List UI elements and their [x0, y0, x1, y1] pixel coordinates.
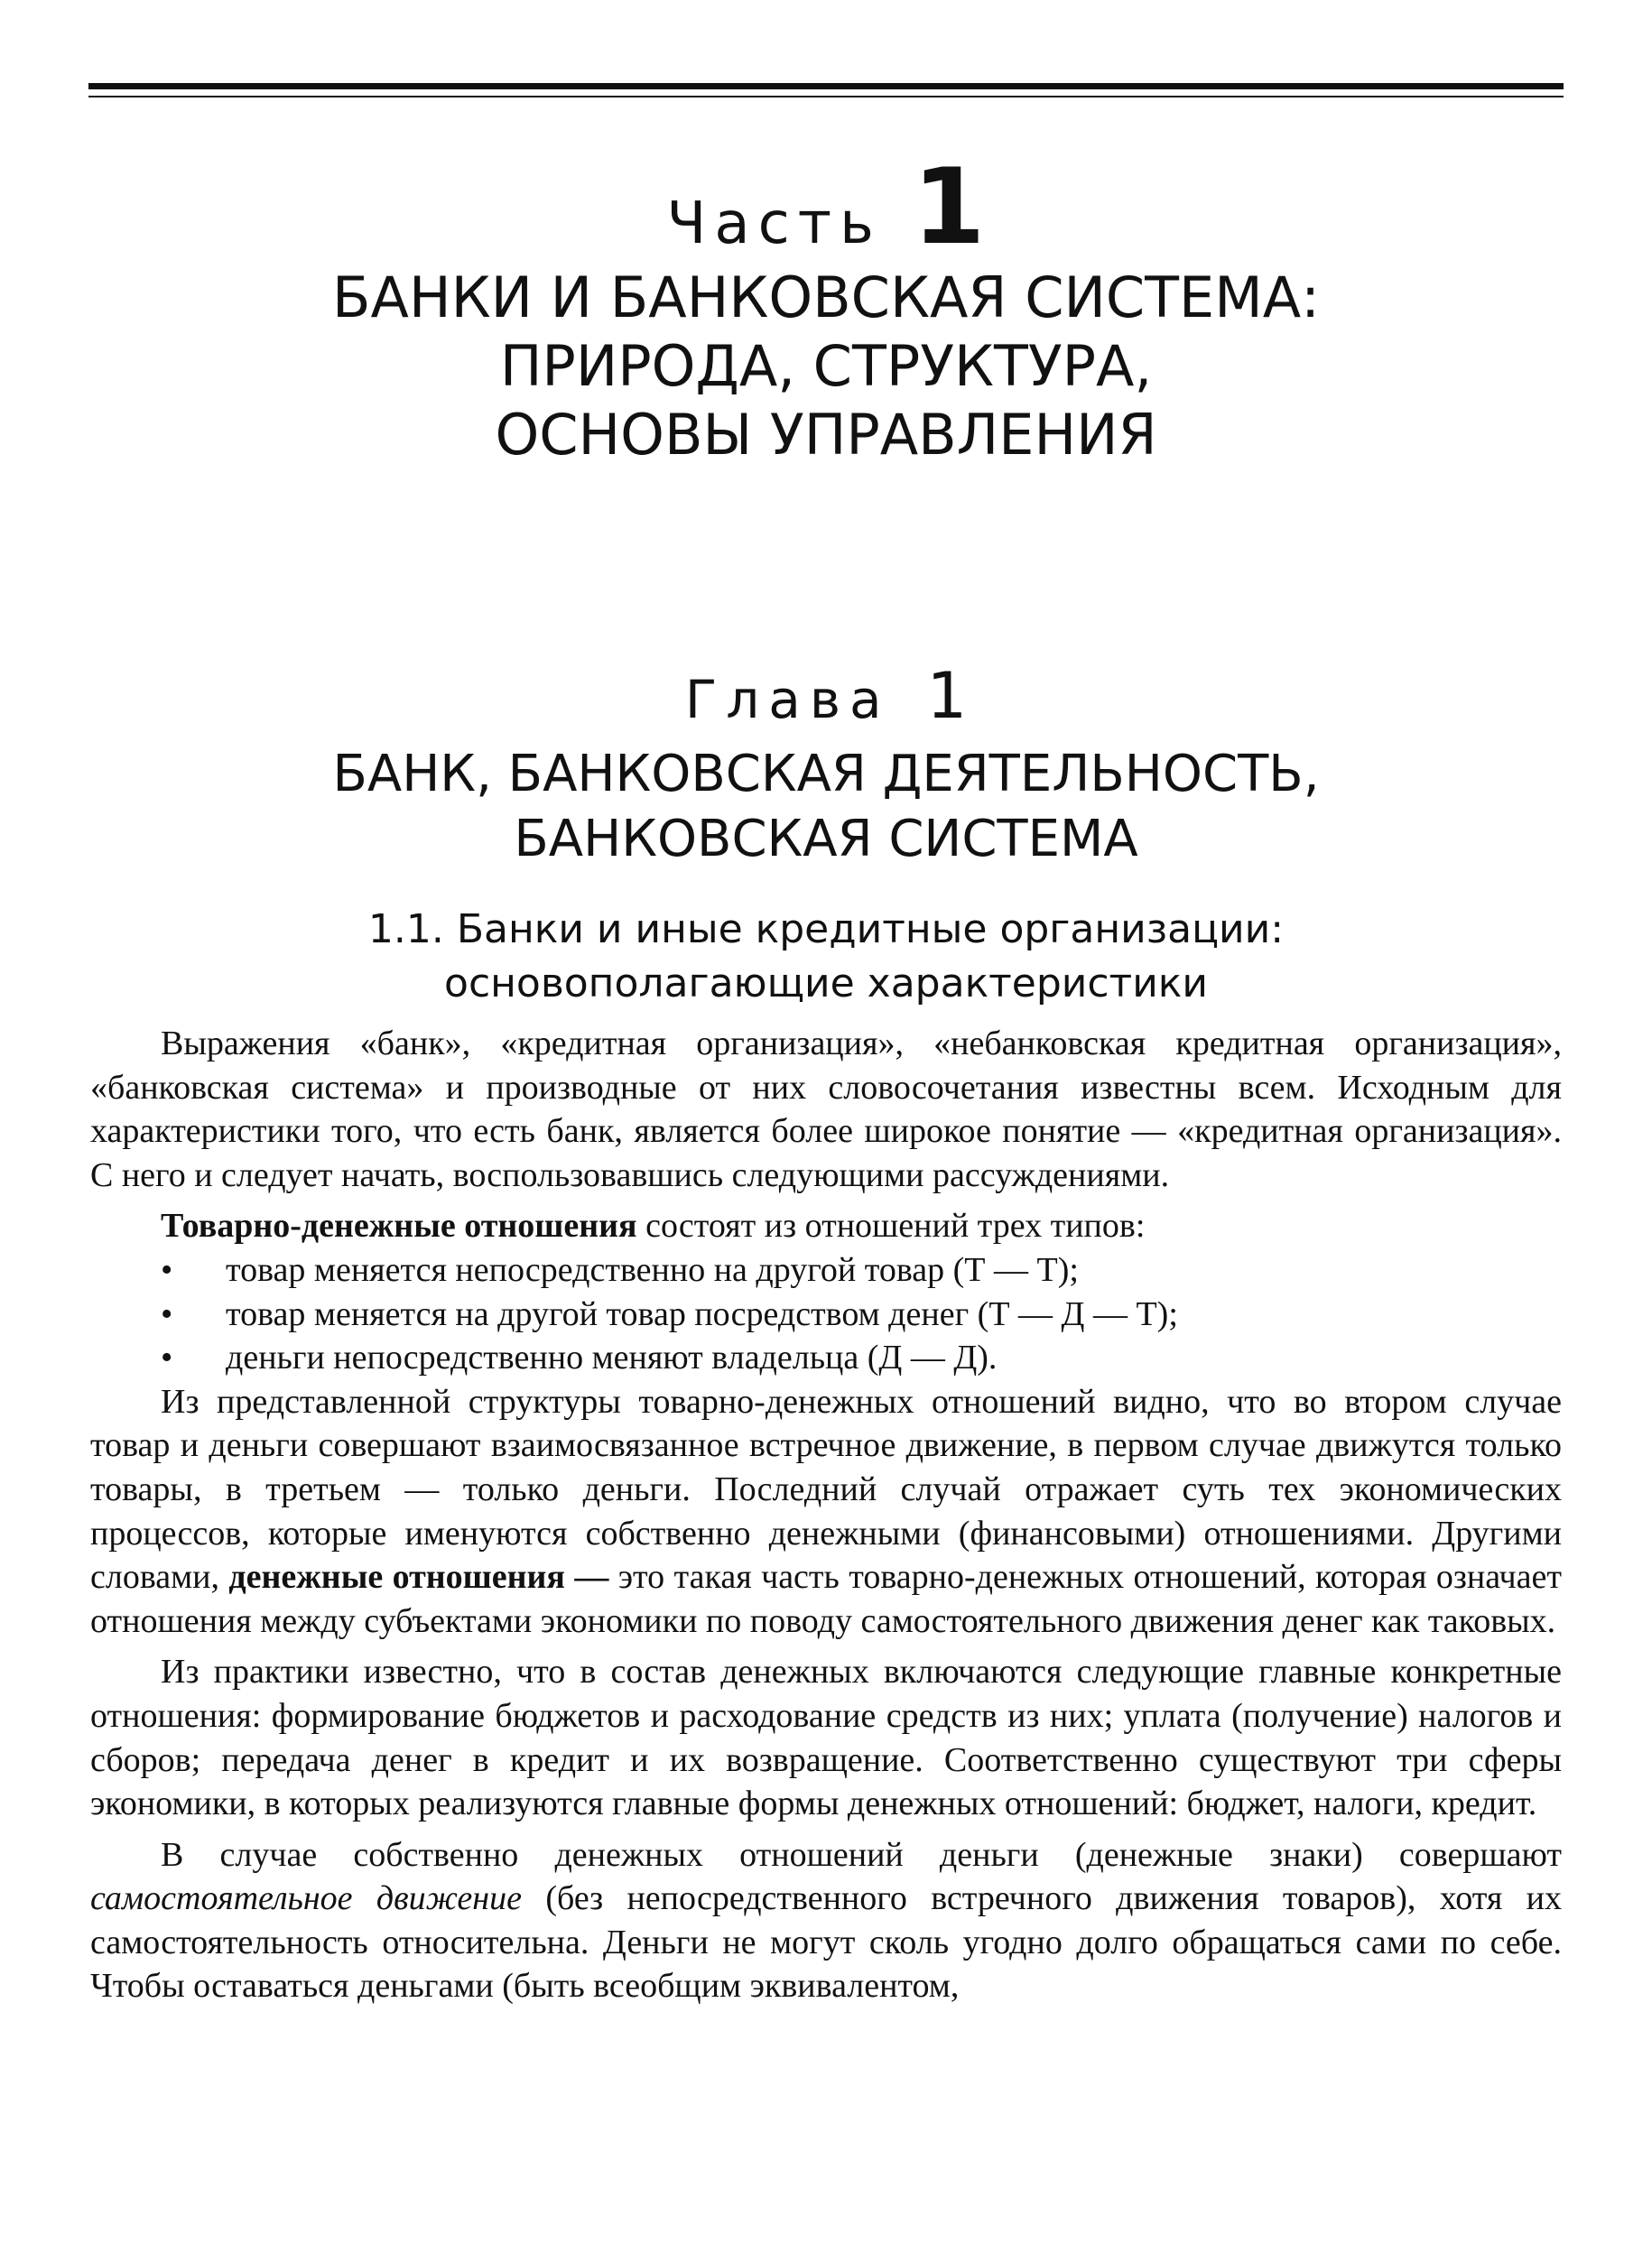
paragraph-1: Выражения «банк», «кредитная организация», «небанковская кредитная организация», «банковская система» и производные от них словосочетания известны всем. Исходным для характеристики того, что есть банк, является более широкое понятие — «кредитная организация». С него и следует начать, воспользовавшись следующими рассуждениями. — [90, 1025, 1562, 1194]
bullet-icon: • — [161, 1250, 173, 1289]
paragraph-2 — [90, 1204, 1562, 1248]
body-text — [90, 1022, 1562, 2016]
bullet-icon: • — [161, 1294, 173, 1333]
part-word: Часть — [666, 190, 882, 257]
paragraph-5-end: (без непосредственного встречного движения товаров), хотя их самостоятельность относительна. Деньги не могут сколь угодно долго обращаться сами по себе. Чтобы оставаться деньгами (быть всеобщим эквивалентом, — [90, 1879, 1562, 2006]
part-title-line: ПРИРОДА, СТРУКТУРА, — [499, 333, 1153, 399]
paragraph-3-start: Из представленной структуры товарно-денежных отношений видно, что во втором случае товар и деньги совершают взаимосвязанное встречное движение, в первом случае движутся только товары, в третьем — только деньги. Последний случай отражает суть тех экономических процессов, которые именуются собственно денежными (финансовыми) отношениями. Другими словами, — [90, 1382, 1562, 1597]
chapter-title — [88, 742, 1564, 872]
paragraph-3 — [90, 1380, 1562, 1644]
term-independent-movement: самостоятельное движение — [90, 1879, 523, 1918]
paragraph-5-start: В случае собственно денежных отношений деньги (денежные знаки) совершают — [161, 1835, 1562, 1874]
chapter-number: 1 — [926, 659, 968, 733]
section-title-line: 1.1. Банки и иные кредитные организации: — [367, 906, 1285, 952]
term-money-relations: денежные отношения — — [228, 1558, 609, 1597]
top-rule-thin — [88, 96, 1564, 97]
paragraph-3-end: это такая часть товарно-денежных отношений, которая означает отношения между субъектами экономики по поводу самостоятельного движения денег как таковых. — [90, 1558, 1562, 1640]
part-title — [88, 264, 1564, 469]
paragraph-4: Из практики известно, что в состав денежных включаются следующие главные конкретные отношения: формирование бюджетов и расходование средств из них; уплата (получение) налогов и сборов; передача денег в кредит и их возвращение. Соответственно существуют три сферы экономики, в которых реализуются главные формы денежных отношений: бюджет, налоги, кредит. — [90, 1653, 1562, 1823]
section-title — [88, 903, 1564, 1011]
paragraph-5 — [90, 1833, 1562, 2008]
list-item — [90, 1293, 1562, 1337]
paragraph-2-rest: состоят из отношений трех типов: — [636, 1207, 1146, 1246]
list-item-text: товар меняется непосредственно на другой товар (Т — Т); — [226, 1250, 1079, 1289]
list-item-text: товар меняется на другой товар посредством денег (Т — Д — Т); — [226, 1294, 1178, 1333]
term-commodity-money-relations: Товарно-денежные отношения — [161, 1207, 637, 1246]
bullet-icon: • — [161, 1339, 173, 1377]
part-title-line: ОСНОВЫ УПРАВЛЕНИЯ — [495, 402, 1157, 468]
part-title-line: БАНКИ И БАНКОВСКАЯ СИСТЕМА: — [332, 264, 1320, 330]
bullet-list — [90, 1248, 1562, 1380]
list-item — [90, 1248, 1562, 1293]
chapter-word: Глава — [684, 669, 891, 730]
chapter-title-line: БАНК, БАНКОВСКАЯ ДЕЯТЕЛЬНОСТЬ, — [332, 745, 1320, 803]
list-item-text: деньги непосредственно меняют владельца (Д — Д). — [226, 1339, 998, 1377]
section-title-line: основополагающие характеристики — [444, 960, 1208, 1006]
top-rule-thick — [88, 83, 1564, 89]
list-item — [90, 1336, 1562, 1380]
part-number: 1 — [912, 146, 986, 268]
chapter-title-line: БАНКОВСКАЯ СИСТЕМА — [514, 810, 1138, 868]
